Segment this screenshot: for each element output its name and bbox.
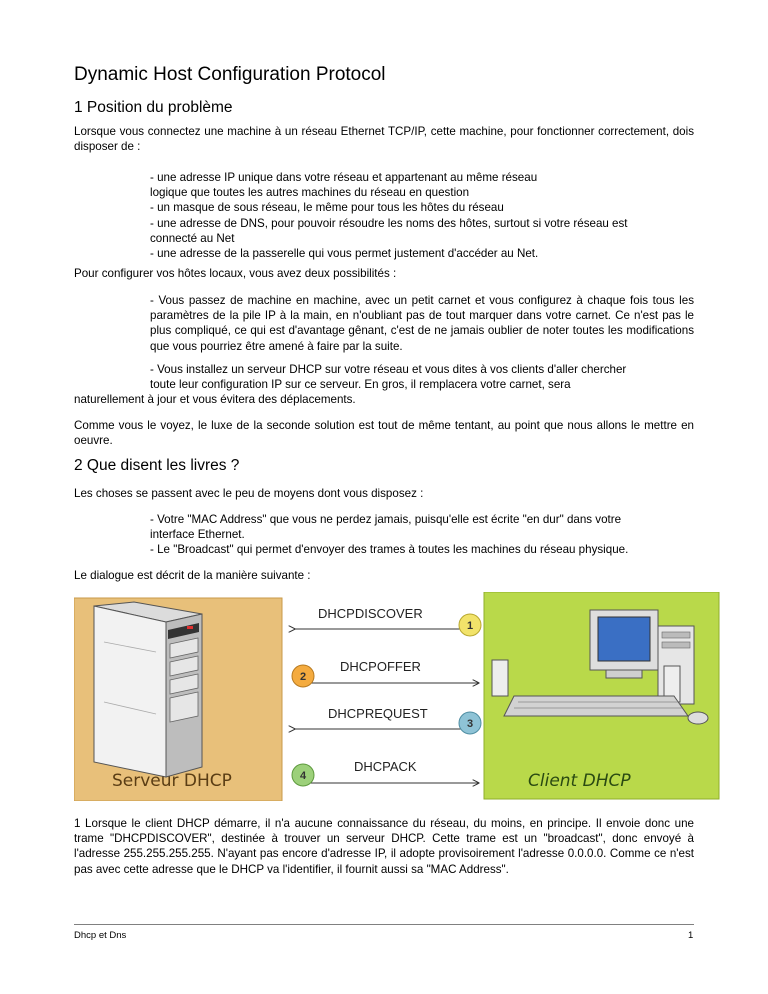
option-1-paragraph: - Vous passez de machine en machine, avec un petit carnet et vous configurez à chaque fois tous les paramètres de la pile IP à la main, en n'oubliant pas de tout marquer dans votre carnet. Ce n'est pas le plus compliqué, ce qui est d'avantage gênant, c'est de ne jamais oublier de noter toutes les modifications que vous pourriez être amené à faire par la suite. xyxy=(150,294,694,353)
page-number: 1 xyxy=(688,930,694,941)
config-intro: Pour configurer vos hôtes locaux, vous avez deux possibilités : xyxy=(74,267,397,280)
list-item: interface Ethernet. xyxy=(150,528,245,542)
server-label: Serveur DHCP xyxy=(112,771,232,791)
document-title: Dynamic Host Configuration Protocol xyxy=(74,64,386,85)
step-badge xyxy=(459,712,481,734)
footer-divider xyxy=(74,924,694,925)
list-item: - Le "Broadcast" qui permet d'envoyer des trames à toutes les machines du réseau physique. xyxy=(150,543,629,557)
list-item: connecté au Net xyxy=(150,231,235,245)
paragraph-line: toute leur configuration IP sur ce serveur. En gros, il remplacera votre carnet, sera xyxy=(150,378,571,392)
step-badge xyxy=(292,764,314,786)
server-icon xyxy=(94,602,202,777)
list-item: - une adresse IP unique dans votre réseau et appartenant au même réseau xyxy=(150,171,538,184)
section-1-heading: 1 Position du problème xyxy=(74,99,233,116)
footer-left: Dhcp et Dns xyxy=(74,930,127,941)
section-1-intro: Lorsque vous connectez une machine à un réseau Ethernet TCP/IP, cette machine, pour fonctionner correctement, dois disposer de : xyxy=(74,125,694,154)
svg-text:4: 4 xyxy=(299,770,307,782)
list-item: logique que toutes les autres machines du réseau en question xyxy=(150,186,470,200)
list-item: - un masque de sous réseau, le même pour tous les hôtes du réseau xyxy=(150,201,504,215)
option-2-last-line: naturellement à jour et vous évitera des déplacements. xyxy=(74,393,356,406)
section-2-intro: Les choses se passent avec le peu de moyens dont vous disposez : xyxy=(74,487,424,500)
list-item: - une adresse de DNS, pour pouvoir résoudre les noms des hôtes, surtout si votre réseau est xyxy=(150,216,628,230)
means-list xyxy=(150,512,694,558)
option-2-paragraph xyxy=(150,362,694,392)
step-1-paragraph: 1 Lorsque le client DHCP démarre, il n'a aucune connaissance du réseau, du moins, en principe. Il envoie donc une trame "DHCPDISCOVER", destinée à trouver un serveur DHCP. Cette trame est un "broadcast", donc envoyé à l'adresse 255.255.255.255. N'ayant pas encore d'adresse IP, il adopte provisoirement l'adresse 0.0.0.0. Comme ce n'est pas avec cette adresse que le DHCP va l'identifier, il fournit aussi sa "MAC Address". xyxy=(74,817,694,876)
message-label: DHCPREQUEST xyxy=(328,706,428,721)
paragraph-line: - Vous installez un serveur DHCP sur votre réseau et vous dites à vos clients d'aller chercher xyxy=(150,363,627,376)
svg-text:1: 1 xyxy=(466,620,474,632)
client-label: Client DHCP xyxy=(528,771,631,791)
step-badge xyxy=(292,665,314,687)
requirements-list xyxy=(150,170,694,261)
svg-text:2: 2 xyxy=(299,671,307,683)
message-label: DHCPOFFER xyxy=(340,659,421,674)
dhcp-dialog-diagram xyxy=(74,592,721,801)
section-1-conclusion: Comme vous le voyez, le luxe de la seconde solution est tout de même tentant, au point que nous allons le mettre en oeuvre. xyxy=(74,419,694,448)
section-2-heading: 2 Que disent les livres ? xyxy=(74,457,240,474)
dialog-intro: Le dialogue est décrit de la manière suivante : xyxy=(74,569,311,582)
list-item: - Votre "MAC Address" que vous ne perdez jamais, puisqu'elle est écrite "en dur" dans votre xyxy=(150,513,622,526)
message-label: DHCPACK xyxy=(354,759,417,774)
svg-text:3: 3 xyxy=(466,718,474,730)
step-badge xyxy=(459,614,481,636)
message-label: DHCPDISCOVER xyxy=(318,606,423,621)
list-item: - une adresse de la passerelle qui vous permet justement d'accéder au Net. xyxy=(150,247,539,261)
